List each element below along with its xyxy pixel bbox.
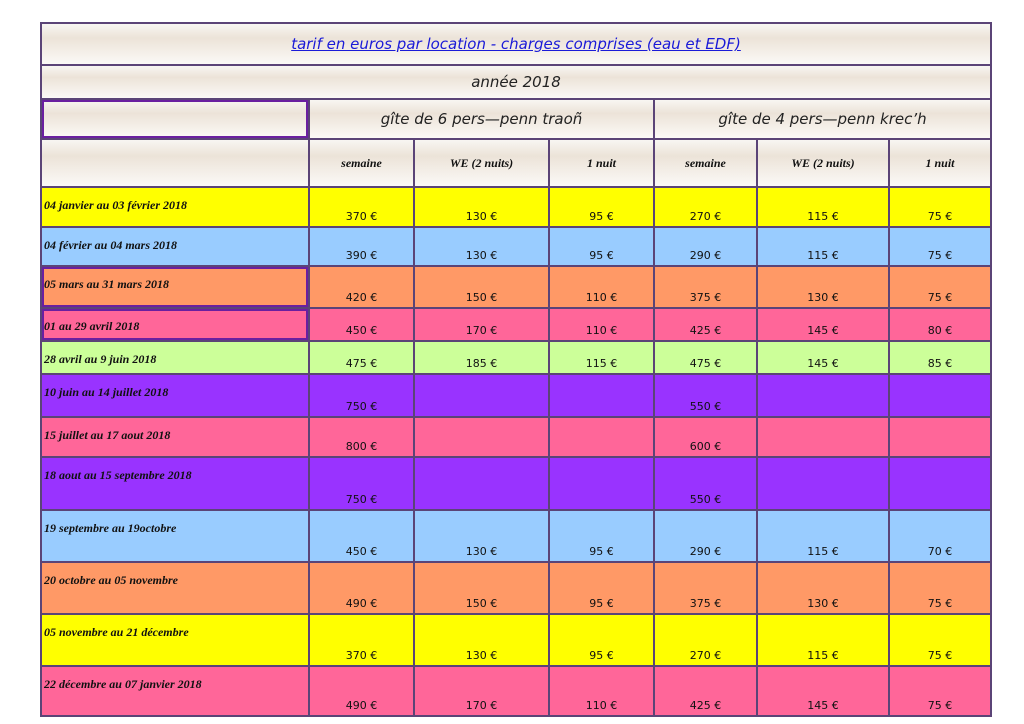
column-header-nuit-6: 1 nuit xyxy=(549,139,654,187)
column-header-we-4: WE (2 nuits) xyxy=(757,139,889,187)
period-cell: 22 décembre au 07 janvier 2018 xyxy=(41,666,309,716)
price-value: 450 € xyxy=(345,545,378,558)
price-cell xyxy=(549,417,654,457)
price-value: 270 € xyxy=(689,649,722,662)
price-value: 370 € xyxy=(345,649,378,662)
price-cell xyxy=(654,614,757,666)
price-value: 170 € xyxy=(465,699,498,712)
price-cell xyxy=(414,374,549,417)
price-value: 130 € xyxy=(807,291,839,304)
price-cell xyxy=(757,510,889,562)
price-cell xyxy=(889,341,991,374)
price-value: 150 € xyxy=(465,291,498,304)
table-row xyxy=(41,341,991,374)
price-cell xyxy=(889,374,991,417)
price-cell xyxy=(414,510,549,562)
price-cell xyxy=(309,510,414,562)
price-cell xyxy=(889,227,991,266)
price-value: 75 € xyxy=(927,597,953,610)
table-row xyxy=(41,417,991,457)
price-cell xyxy=(309,457,414,510)
period-cell: 04 février au 04 mars 2018 xyxy=(41,227,309,266)
price-value: 800 € xyxy=(345,440,378,453)
price-cell xyxy=(654,266,757,308)
price-value: 75 € xyxy=(927,249,953,262)
price-cell xyxy=(757,457,889,510)
price-cell xyxy=(889,457,991,510)
price-value: 75 € xyxy=(927,649,953,662)
price-value: 85 € xyxy=(927,357,953,370)
price-value: 490 € xyxy=(345,597,378,610)
price-cell xyxy=(549,562,654,614)
price-cell xyxy=(549,666,654,716)
price-value: 110 € xyxy=(585,291,618,304)
period-cell: 19 septembre au 19octobre xyxy=(41,510,309,562)
price-cell xyxy=(757,666,889,716)
table-row xyxy=(41,187,991,227)
price-cell xyxy=(757,562,889,614)
price-cell xyxy=(654,308,757,341)
price-cell xyxy=(309,227,414,266)
price-cell xyxy=(654,187,757,227)
price-cell xyxy=(549,308,654,341)
gite-6-header: gîte de 6 pers—penn traoñ xyxy=(309,99,654,139)
price-value: 70 € xyxy=(927,545,953,558)
tariff-table xyxy=(40,22,992,717)
price-cell xyxy=(309,614,414,666)
price-cell xyxy=(654,510,757,562)
price-value: 550 € xyxy=(689,493,722,506)
price-value: 95 € xyxy=(589,210,614,223)
price-value: 115 € xyxy=(585,357,618,370)
price-cell xyxy=(889,417,991,457)
price-cell xyxy=(309,666,414,716)
price-cell xyxy=(414,562,549,614)
price-cell xyxy=(549,341,654,374)
price-cell xyxy=(654,341,757,374)
price-value: 95 € xyxy=(589,249,614,262)
period-cell: 20 octobre au 05 novembre xyxy=(41,562,309,614)
price-cell xyxy=(654,666,757,716)
price-value: 95 € xyxy=(589,545,614,558)
price-cell xyxy=(309,266,414,308)
price-cell xyxy=(654,227,757,266)
table-row xyxy=(41,266,991,308)
price-value: 110 € xyxy=(585,699,618,712)
price-value: 110 € xyxy=(585,324,618,337)
price-cell xyxy=(654,374,757,417)
price-value: 150 € xyxy=(465,597,498,610)
price-value: 115 € xyxy=(807,249,839,262)
price-cell xyxy=(549,614,654,666)
price-cell xyxy=(757,614,889,666)
column-header-semaine-4: semaine xyxy=(654,139,757,187)
price-value: 475 € xyxy=(689,357,722,370)
price-cell xyxy=(757,417,889,457)
price-value: 95 € xyxy=(589,597,614,610)
price-value: 75 € xyxy=(927,291,953,304)
price-value: 425 € xyxy=(689,324,722,337)
price-cell xyxy=(654,562,757,614)
period-cell: 04 janvier au 03 février 2018 xyxy=(41,187,309,227)
price-cell xyxy=(889,308,991,341)
price-value: 270 € xyxy=(689,210,722,223)
price-cell xyxy=(549,227,654,266)
price-cell xyxy=(414,308,549,341)
price-cell xyxy=(309,187,414,227)
table-row xyxy=(41,510,991,562)
price-value: 170 € xyxy=(465,324,498,337)
price-value: 130 € xyxy=(465,249,498,262)
table-row xyxy=(41,308,991,341)
price-cell xyxy=(414,666,549,716)
period-cell: 28 avril au 9 juin 2018 xyxy=(41,341,309,374)
price-value: 370 € xyxy=(345,210,378,223)
period-cell: 18 aout au 15 septembre 2018 xyxy=(41,457,309,510)
period-cell: 01 au 29 avril 2018 xyxy=(41,308,309,341)
price-value: 450 € xyxy=(345,324,378,337)
price-value: 750 € xyxy=(345,400,378,413)
table-row xyxy=(41,666,991,716)
price-value: 290 € xyxy=(689,249,722,262)
price-cell xyxy=(757,374,889,417)
price-value: 130 € xyxy=(807,597,839,610)
price-cell xyxy=(889,510,991,562)
period-cell: 10 juin au 14 juillet 2018 xyxy=(41,374,309,417)
title-link[interactable]: tarif en euros par location - charges comprises (eau et EDF) xyxy=(291,35,741,53)
price-value: 420 € xyxy=(345,291,378,304)
price-cell xyxy=(309,308,414,341)
price-cell xyxy=(757,266,889,308)
table-row xyxy=(41,457,991,510)
price-cell xyxy=(889,187,991,227)
price-cell xyxy=(549,187,654,227)
price-cell xyxy=(414,341,549,374)
price-cell xyxy=(757,187,889,227)
price-value: 145 € xyxy=(807,324,839,337)
price-cell xyxy=(414,187,549,227)
price-value: 550 € xyxy=(689,400,722,413)
price-cell xyxy=(414,457,549,510)
table-row xyxy=(41,227,991,266)
price-cell xyxy=(414,227,549,266)
price-value: 95 € xyxy=(589,649,614,662)
price-cell xyxy=(889,266,991,308)
corner-blank-cell xyxy=(41,99,309,139)
price-value: 475 € xyxy=(345,357,378,370)
price-cell xyxy=(309,341,414,374)
price-value: 145 € xyxy=(807,699,839,712)
price-value: 375 € xyxy=(689,291,722,304)
price-value: 130 € xyxy=(465,649,498,662)
year-header: année 2018 xyxy=(41,65,991,99)
price-value: 390 € xyxy=(345,249,378,262)
price-cell xyxy=(549,266,654,308)
price-cell xyxy=(309,562,414,614)
price-cell xyxy=(549,510,654,562)
period-cell: 15 juillet au 17 aout 2018 xyxy=(41,417,309,457)
price-value: 375 € xyxy=(689,597,722,610)
price-value: 115 € xyxy=(807,649,839,662)
price-cell xyxy=(889,666,991,716)
price-cell xyxy=(757,227,889,266)
price-value: 75 € xyxy=(927,699,953,712)
price-value: 145 € xyxy=(807,357,839,370)
period-column-header xyxy=(41,139,309,187)
price-value: 490 € xyxy=(345,699,378,712)
table-row xyxy=(41,562,991,614)
price-value: 185 € xyxy=(465,357,498,370)
price-value: 425 € xyxy=(689,699,722,712)
price-cell xyxy=(414,417,549,457)
price-cell xyxy=(549,374,654,417)
price-value: 115 € xyxy=(807,210,839,223)
price-value: 130 € xyxy=(465,545,498,558)
price-cell xyxy=(654,417,757,457)
gite-4-header: gîte de 4 pers—penn krec’h xyxy=(654,99,991,139)
price-value: 75 € xyxy=(927,210,953,223)
price-cell xyxy=(757,341,889,374)
price-cell xyxy=(549,457,654,510)
period-cell: 05 novembre au 21 décembre xyxy=(41,614,309,666)
price-cell xyxy=(654,457,757,510)
price-cell xyxy=(309,374,414,417)
price-cell xyxy=(889,614,991,666)
price-value: 130 € xyxy=(465,210,498,223)
price-cell xyxy=(889,562,991,614)
table-title[interactable] xyxy=(41,23,991,65)
table-row xyxy=(41,374,991,417)
column-header-we-6: WE (2 nuits) xyxy=(414,139,549,187)
period-cell: 05 mars au 31 mars 2018 xyxy=(41,266,309,308)
price-cell xyxy=(309,417,414,457)
column-header-nuit-4: 1 nuit xyxy=(889,139,991,187)
price-cell xyxy=(414,614,549,666)
price-cell xyxy=(757,308,889,341)
price-value: 600 € xyxy=(689,440,722,453)
table-row xyxy=(41,614,991,666)
price-value: 290 € xyxy=(689,545,722,558)
column-header-semaine-6: semaine xyxy=(309,139,414,187)
price-value: 115 € xyxy=(807,545,839,558)
price-value: 750 € xyxy=(345,493,378,506)
price-value: 80 € xyxy=(927,324,953,337)
price-cell xyxy=(414,266,549,308)
